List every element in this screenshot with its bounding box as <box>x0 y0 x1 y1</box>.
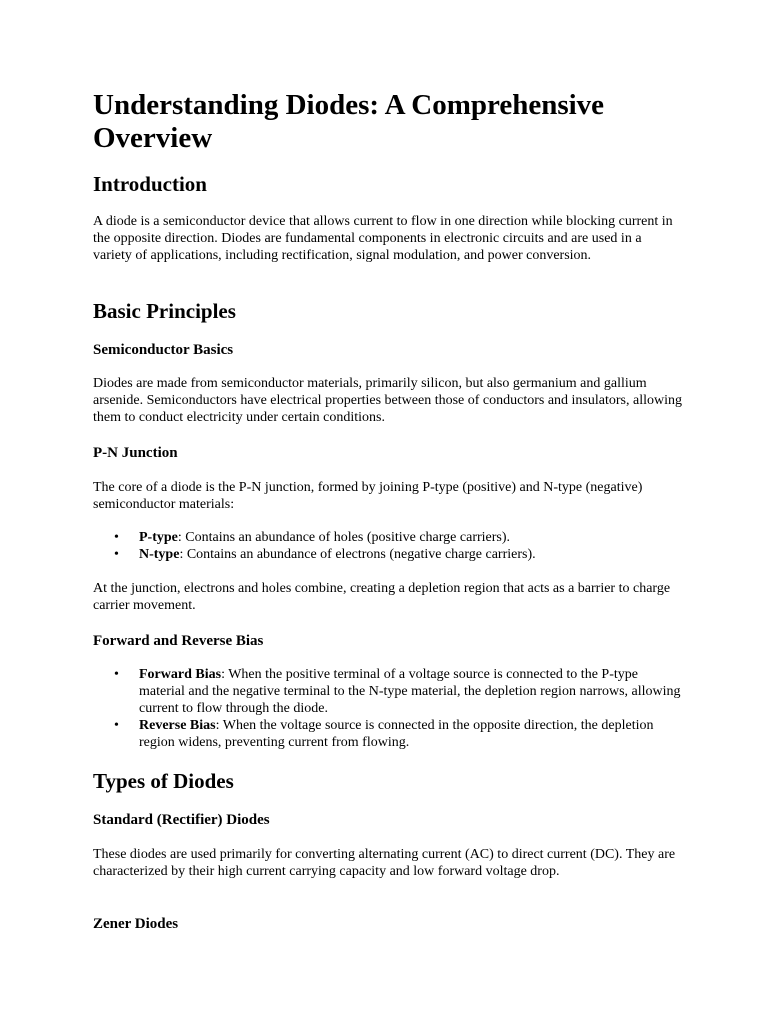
paragraph-semiconductor-basics: Diodes are made from semiconductor materials, primarily silicon, but also germanium and gallium arsenide. Semiconductors have electrical properties between those of conductors and insulators, allowing them to conduct electricity under certain conditions. <box>93 376 682 425</box>
heading-types-of-diodes: Types of Diodes <box>93 769 234 793</box>
heading-semiconductor-basics: Semiconductor Basics <box>93 342 234 358</box>
list-item-desc: : Contains an abundance of holes (positive charge carriers). <box>177 530 511 545</box>
heading-basic-principles: Basic Principles <box>93 299 236 323</box>
paragraph-pn-junction-outro: At the junction, electrons and holes combine, creating a depletion region that acts as a barrier to charge carrier movement. <box>93 581 671 613</box>
heading-standard-diodes: Standard (Rectifier) Diodes <box>93 812 270 828</box>
list-item-term: Forward Bias <box>139 667 222 682</box>
list-item-desc: : Contains an abundance of electrons (negative charge carriers). <box>179 547 536 562</box>
paragraph-standard-diodes: These diodes are used primarily for converting alternating current (AC) to direct current (DC). They are characterized by their high current carrying capacity and low forward voltage drop. <box>93 847 676 879</box>
heading-pn-junction: P-N Junction <box>93 445 178 461</box>
list-item <box>93 529 683 546</box>
list-item <box>93 546 683 563</box>
pn-junction-list <box>93 529 683 563</box>
bullet-icon: • <box>114 547 119 562</box>
list-item-term: P-type <box>139 530 178 545</box>
bias-list <box>93 666 683 751</box>
heading-forward-reverse-bias: Forward and Reverse Bias <box>93 633 264 649</box>
list-item-term: Reverse Bias <box>139 718 216 733</box>
bullet-icon: • <box>114 530 119 545</box>
list-item-desc: : When the positive terminal of a voltage source is connected to the P-type material and the negative terminal to the N-type material, the depletion region narrows, allowing current to flow through the diode. <box>139 667 681 716</box>
heading-introduction: Introduction <box>93 172 207 196</box>
list-item-term: N-type <box>139 547 180 562</box>
list-item-desc: : When the voltage source is connected in the opposite direction, the depletion region widens, preventing current from flowing. <box>139 718 654 750</box>
paragraph-introduction: A diode is a semiconductor device that allows current to flow in one direction while blocking current in the opposite direction. Diodes are fundamental components in electronic circuits and are used in a variety of applications, including rectification, signal modulation, and power conversion. <box>93 214 673 263</box>
list-item <box>93 666 683 717</box>
list-item <box>93 717 683 751</box>
page-title: Understanding Diodes: A Comprehensive Overview <box>93 89 605 154</box>
paragraph-pn-junction-intro: The core of a diode is the P-N junction, formed by joining P-type (positive) and N-type (negative) semiconductor materials: <box>93 480 643 512</box>
bullet-icon: • <box>114 667 119 682</box>
heading-zener-diodes: Zener Diodes <box>93 916 179 932</box>
bullet-icon: • <box>114 718 119 733</box>
